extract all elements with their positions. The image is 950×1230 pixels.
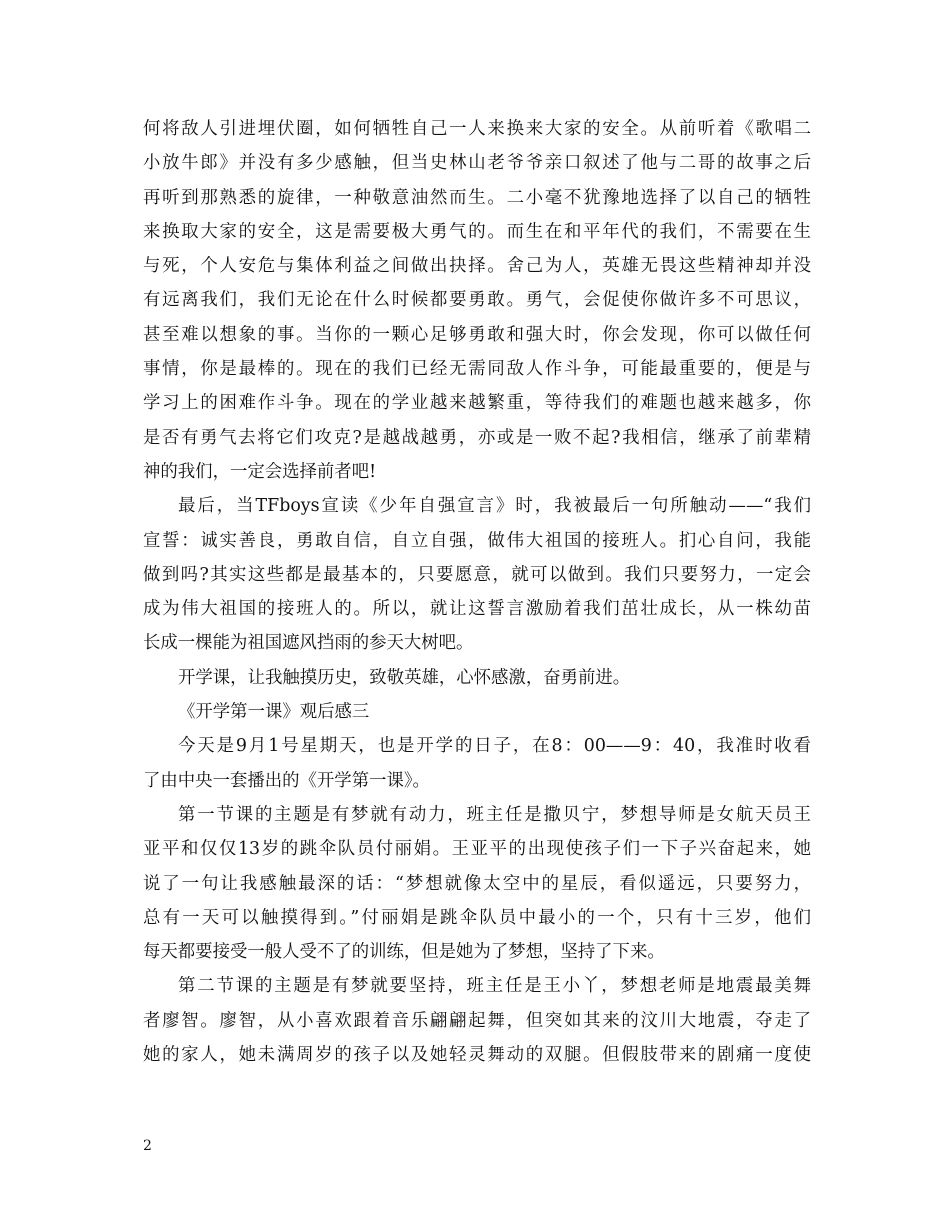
text-line: 做到吗?其实这些都是最基本的，只要愿意，就可以做到。我们只要努力，一定会: [143, 564, 811, 585]
text-line: 何将敌人引进埋伏圈，如何牺牲自己一人来换来大家的安全。从前听着《歌唱二: [143, 119, 811, 139]
text-line: 来换取大家的安全，这是需要极大勇气的。而生在和平年代的我们，不需要在生: [143, 221, 811, 242]
text-line: 总有一天可以触摸得到。”付丽娟是跳伞队员中最小的一个，只有十三岁，他们: [143, 907, 811, 928]
text-line: 甚至难以想象的事。当你的一颗心足够勇敢和强大时，你会发现，你可以做任何: [143, 324, 811, 345]
text-line: 事情，你是最棒的。现在的我们已经无需同敌人作斗争，可能最重要的，便是与: [143, 359, 811, 380]
text-line: 成为伟大祖国的接班人的。所以，就让这誓言激励着我们茁壮成长，从一株幼苗: [143, 599, 811, 620]
text-line: 了由中央一套播出的《开学第一课》。: [143, 770, 430, 791]
text-line: 第二节课的主题是有梦就要坚持，班主任是王小丫，梦想老师是地震最美舞: [178, 976, 811, 997]
text-line: 长成一棵能为祖国遮风挡雨的参天大树吧。: [143, 633, 474, 654]
text-line: 每天都要接受一般人受不了的训练，但是她为了梦想，坚持了下来。: [143, 942, 665, 963]
text-line: 神的我们，一定会选择前者吧!: [143, 461, 377, 482]
text-line: 与死，个人安危与集体利益之间做出抉择。舍己为人，英雄无畏这些精神却并没: [143, 256, 811, 277]
body-text: [143, 112, 811, 1072]
text-line: 亚平和仅仅13岁的跳伞队员付丽娟。王亚平的出现使孩子们一下子兴奋起来，她: [143, 839, 811, 860]
text-line: 说了一句让我感触最深的话：“梦想就像太空中的星辰，看似遥远，只要努力，: [143, 873, 811, 894]
text-line: 是否有勇气去将它们攻克?是越战越勇，亦或是一败不起?我相信，继承了前辈精: [143, 427, 811, 448]
text-line: 有远离我们，我们无论在什么时候都要勇敢。勇气，会促使你做许多不可思议，: [143, 290, 811, 311]
text-line: 开学课，让我触摸历史，致敬英雄，心怀感激，奋勇前进。: [178, 667, 631, 688]
text-line: 学习上的困难作斗争。现在的学业越来越繁重，等待我们的难题也越来越多，你: [143, 393, 811, 414]
page-number: 2: [143, 1138, 152, 1154]
text-line: 第一节课的主题是有梦就有动力，班主任是撒贝宁，梦想导师是女航天员王: [178, 804, 811, 825]
text-line: 最后，当TFboys宣读《少年自强宣言》时，我被最后一句所触动——“我们: [178, 496, 811, 517]
text-line: 者廖智。廖智，从小喜欢跟着音乐翩翩起舞，但突如其来的汶川大地震，夺走了: [143, 1010, 811, 1031]
text-line: 她的家人，她未满周岁的孩子以及她轻灵舞动的双腿。但假肢带来的剧痛一度使: [143, 1045, 811, 1066]
text-line: 今天是9月1号星期天，也是开学的日子，在8：00——9：40，我准时收看: [178, 736, 811, 757]
text-line: 宣誓：诚实善良，勇敢自信，自立自强，做伟大祖国的接班人。扪心自问，我能: [143, 530, 811, 551]
text-line: 《开学第一课》观后感三: [178, 702, 370, 723]
text-line: 小放牛郎》并没有多少感触，但当史林山老爷爷亲口叙述了他与二哥的故事之后: [143, 153, 811, 174]
text-line: 再听到那熟悉的旋律，一种敬意油然而生。二小毫不犹豫地选择了以自己的牺牲: [143, 187, 811, 208]
